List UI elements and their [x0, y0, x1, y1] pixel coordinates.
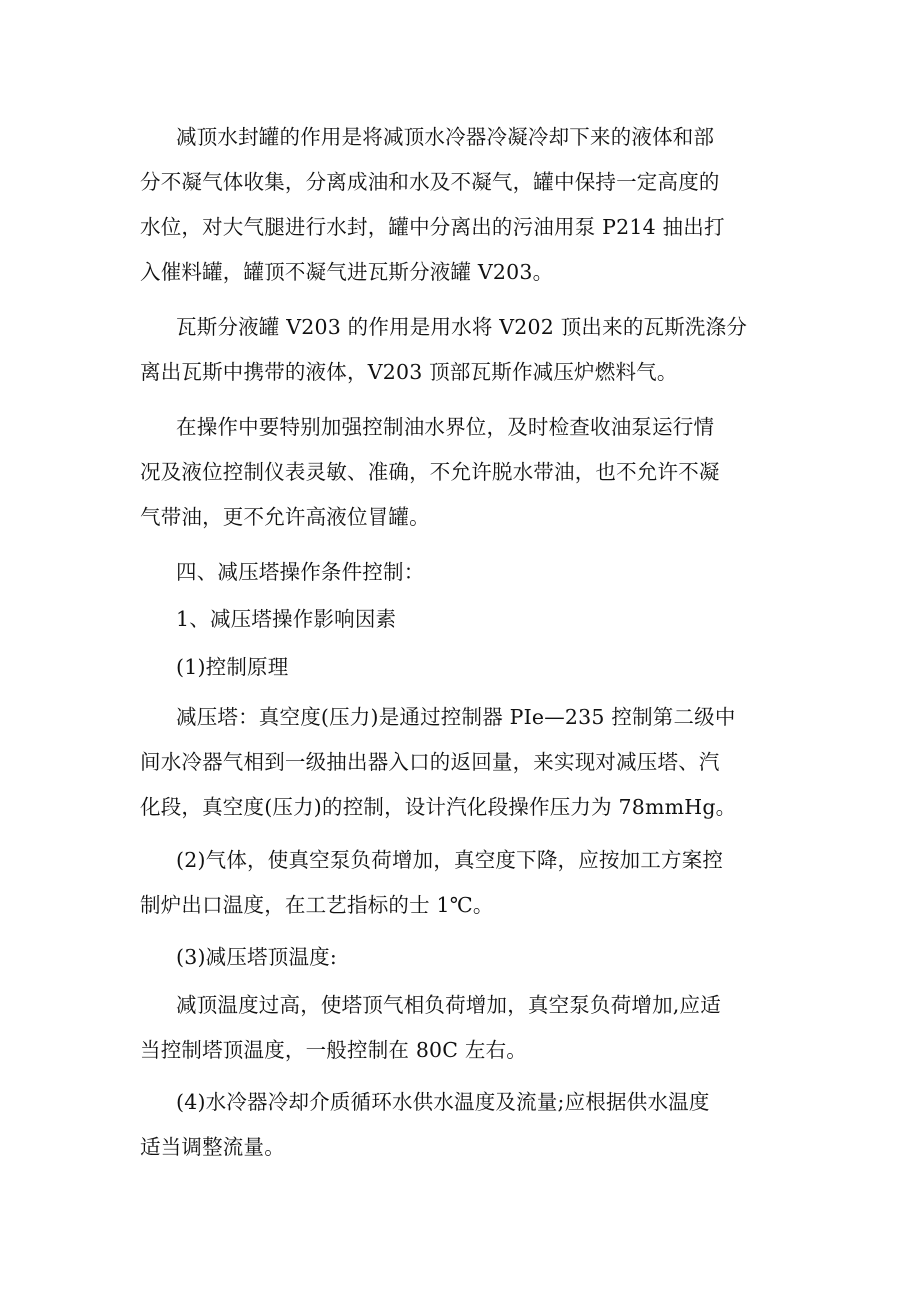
text-line: 况及液位控制仪表灵敏、准确，不允许脱水带油，也不允许不凝 — [140, 460, 720, 484]
text-line: 减顶温度过高，使塔顶气相负荷增加，真空泵负荷增加,应适 — [176, 993, 721, 1017]
text-line: 间水冷器气相到一级抽出器入口的返回量，来实现对减压塔、汽 — [140, 750, 720, 774]
text-line: 在操作中要特别加强控制油水界位，及时检查收油泵运行情 — [176, 415, 715, 439]
text-line: (1)控制原理 — [176, 655, 289, 679]
text-line: 减压塔：真空度(压力)是通过控制器 PIe—235 控制第二级中 — [176, 705, 736, 729]
text-line: 减顶水封罐的作用是将减顶水冷器冷凝冷却下来的液体和部 — [176, 125, 715, 149]
text-line: 瓦斯分液罐 V203 的作用是用水将 V202 顶出来的瓦斯洗涤分 — [176, 315, 748, 339]
text-line: 四、减压塔操作条件控制： — [176, 560, 425, 584]
text-line: 入催料罐，罐顶不凝气进瓦斯分液罐 V203。 — [140, 260, 554, 284]
text-line: (2)气体，使真空泵负荷增加，真空度下降，应按加工方案控 — [176, 848, 724, 872]
text-line: 分不凝气体收集，分离成油和水及不凝气，罐中保持一定高度的 — [140, 170, 720, 194]
paragraph-water-seal-tank — [140, 115, 790, 295]
text-line: 适当调整流量。 — [140, 1135, 285, 1159]
section-heading-4 — [140, 550, 790, 595]
item-heading-1 — [140, 645, 790, 690]
text-line: 化段，真空度(压力)的控制，设计汽化段操作压力为 78mmHg。 — [140, 795, 737, 819]
text-line: 气带油，更不允许高液位冒罐。 — [140, 505, 430, 529]
paragraph-item-2 — [140, 838, 790, 928]
text-line: 1、减压塔操作影响因素 — [176, 607, 397, 631]
paragraph-item-4 — [140, 1080, 790, 1170]
paragraph-gas-separator — [140, 305, 790, 395]
paragraph-operation-notes — [140, 405, 790, 540]
text-line: 制炉出口温度，在工艺指标的士 1℃。 — [140, 893, 494, 917]
text-line: 离出瓦斯中携带的液体，V203 顶部瓦斯作减压炉燃料气。 — [140, 360, 678, 384]
text-line: 当控制塔顶温度，一般控制在 80C 左右。 — [140, 1038, 528, 1062]
text-line: (3)减压塔顶温度: — [176, 945, 337, 969]
paragraph-vacuum-control — [140, 695, 790, 830]
paragraph-top-temperature — [140, 983, 790, 1073]
text-line: (4)水冷器冷却介质循环水供水温度及流量;应根据供水温度 — [176, 1090, 710, 1114]
subsection-heading-1 — [140, 597, 790, 642]
item-heading-3 — [140, 935, 790, 980]
text-line: 水位，对大气腿进行水封，罐中分离出的污油用泵 P214 抽出打 — [140, 215, 725, 239]
